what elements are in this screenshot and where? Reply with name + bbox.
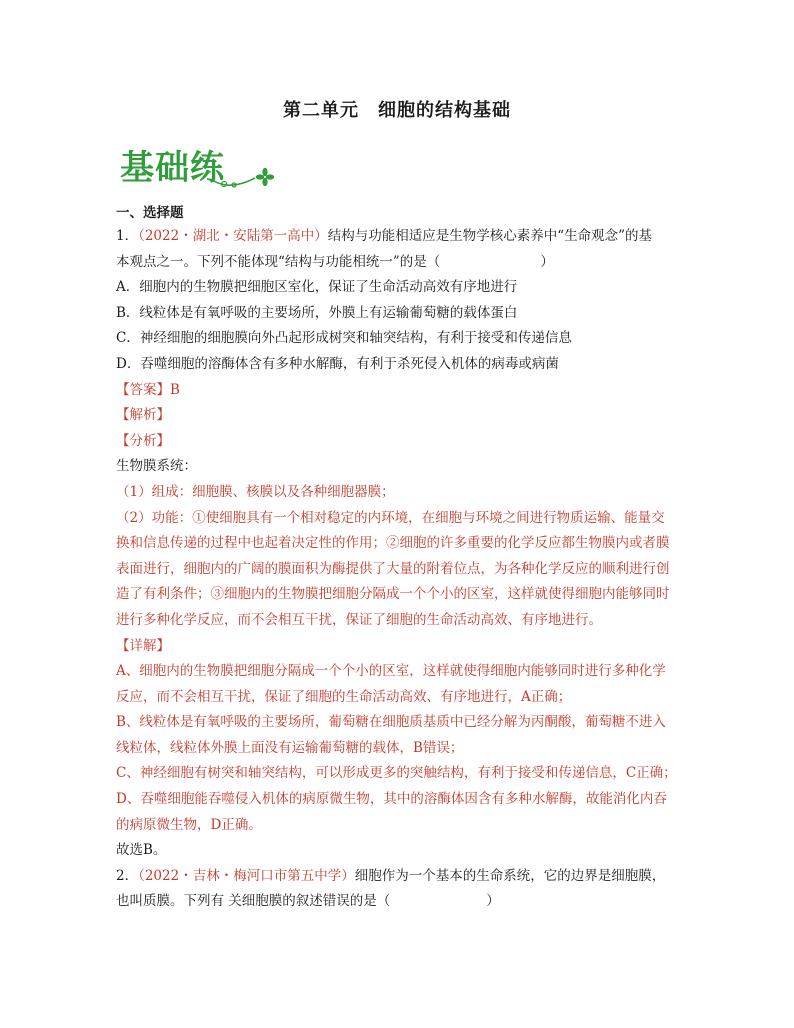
- jiexi-tag: 【解析】: [116, 407, 170, 424]
- answer-bracket-close: ）: [486, 893, 500, 910]
- question-source: （2022・吉林・梅河口市第五中学）: [138, 867, 355, 884]
- practice-badge: [120, 140, 280, 196]
- question-stem: 也叫质膜。下列有 关细胞膜的叙述错误的是（: [116, 893, 391, 910]
- question-number: 1．: [116, 228, 139, 244]
- q2-stem-line-2: [116, 889, 686, 915]
- vine-decoration-icon: [210, 160, 280, 190]
- fenxi-line: （2）功能：①使细胞具有一个相对稳定的内环境，在细胞与环境之间进行物质运输、能量交: [116, 509, 665, 526]
- badge-label: 基础练: [120, 148, 225, 188]
- option-c: C．神经细胞的细胞膜向外凸起形成树突和轴突结构，有利于接受和传递信息: [116, 330, 572, 347]
- answer-line: [116, 378, 686, 404]
- answer-value: B: [170, 381, 180, 398]
- fenxi-line: 造了有利条件；③细胞内的生物膜把细胞分隔成一个个小的区室，这样就使得细胞内能够同时: [116, 586, 670, 603]
- fenxi-tag: 【分析】: [116, 432, 170, 449]
- question-source: （2022・湖北・安陆第一高中）: [138, 228, 328, 244]
- option-d: D．吞噬细胞的溶酶体含有多种水解酶，有利于杀死侵入机体的病毒或病菌: [116, 355, 559, 372]
- xiangjie-line: C、神经细胞有树突和轴突结构，可以形成更多的突触结构，有利于接受和传递信息，C正确；: [116, 765, 677, 782]
- xiangjie-tag: 【详解】: [116, 637, 170, 654]
- answer-tag: 【答案】: [116, 381, 170, 398]
- q1-stem-line-2: [116, 250, 686, 276]
- question-stem: 本观点之一。下列不能体现“结构与功能相统一”的是（: [116, 253, 441, 270]
- question-stem: 结构与功能相适应是生物学核心素养中“生命观念”的基: [327, 228, 653, 244]
- fenxi-intro: 生物膜系统：: [116, 458, 197, 475]
- xiangjie-line: A、细胞内的生物膜把细胞分隔成一个个小的区室，这样就使得细胞内能够同时进行多种化学: [116, 663, 666, 680]
- q2-stem-line-1: [116, 864, 686, 890]
- xiangjie-line: D、吞噬细胞能吞噬侵入机体的病原微生物，其中的溶酶体因含有多种水解酶，故能消化内吞: [116, 791, 667, 808]
- xiangjie-line: B、线粒体是有氧呼吸的主要场所，葡萄糖在细胞质基质中已经分解为丙酮酸，葡萄糖不进入: [116, 714, 666, 731]
- xiangjie-line: 线粒体，线粒体外膜上面没有运输葡萄糖的载体，B错误；: [116, 739, 464, 756]
- question-stem: 细胞作为一个基本的生命系统，它的边界是细胞膜，: [354, 867, 666, 884]
- page-title: 第二单元 细胞的结构基础: [283, 100, 511, 121]
- xiangjie-line: 的病原微生物，D正确。: [116, 816, 262, 833]
- option-b: B．线粒体是有氧呼吸的主要场所，外膜上有运输葡萄糖的载体蛋白: [116, 304, 518, 321]
- fenxi-line: 进行多种化学反应，而不会相互干扰，保证了细胞的生命活动高效、有序地进行。: [116, 611, 602, 628]
- fenxi-line: （1）组成：细胞膜、核膜以及各种细胞器膜；: [116, 483, 395, 500]
- fenxi-line: 换和信息传递的过程中也起着决定性的作用；②细胞的许多重要的化学反应都生物膜内或者膜: [116, 535, 670, 552]
- conclusion: 故选B。: [116, 842, 167, 859]
- option-a: A．细胞内的生物膜把细胞区室化，保证了生命活动高效有序地进行: [116, 279, 518, 296]
- section-heading: 一、选择题: [116, 205, 184, 221]
- document-body: [116, 202, 686, 915]
- fenxi-line: 表面进行，细胞内的广阔的膜面积为酶提供了大量的附着位点，为各种化学反应的顺利进行创: [116, 560, 670, 577]
- question-number: 2．: [116, 867, 139, 884]
- q1-stem-line-1: [116, 224, 686, 250]
- xiangjie-line: 反应，而不会相互干扰，保证了细胞的生命活动高效、有序地进行，A正确；: [116, 688, 572, 705]
- answer-bracket-close: ）: [540, 253, 554, 270]
